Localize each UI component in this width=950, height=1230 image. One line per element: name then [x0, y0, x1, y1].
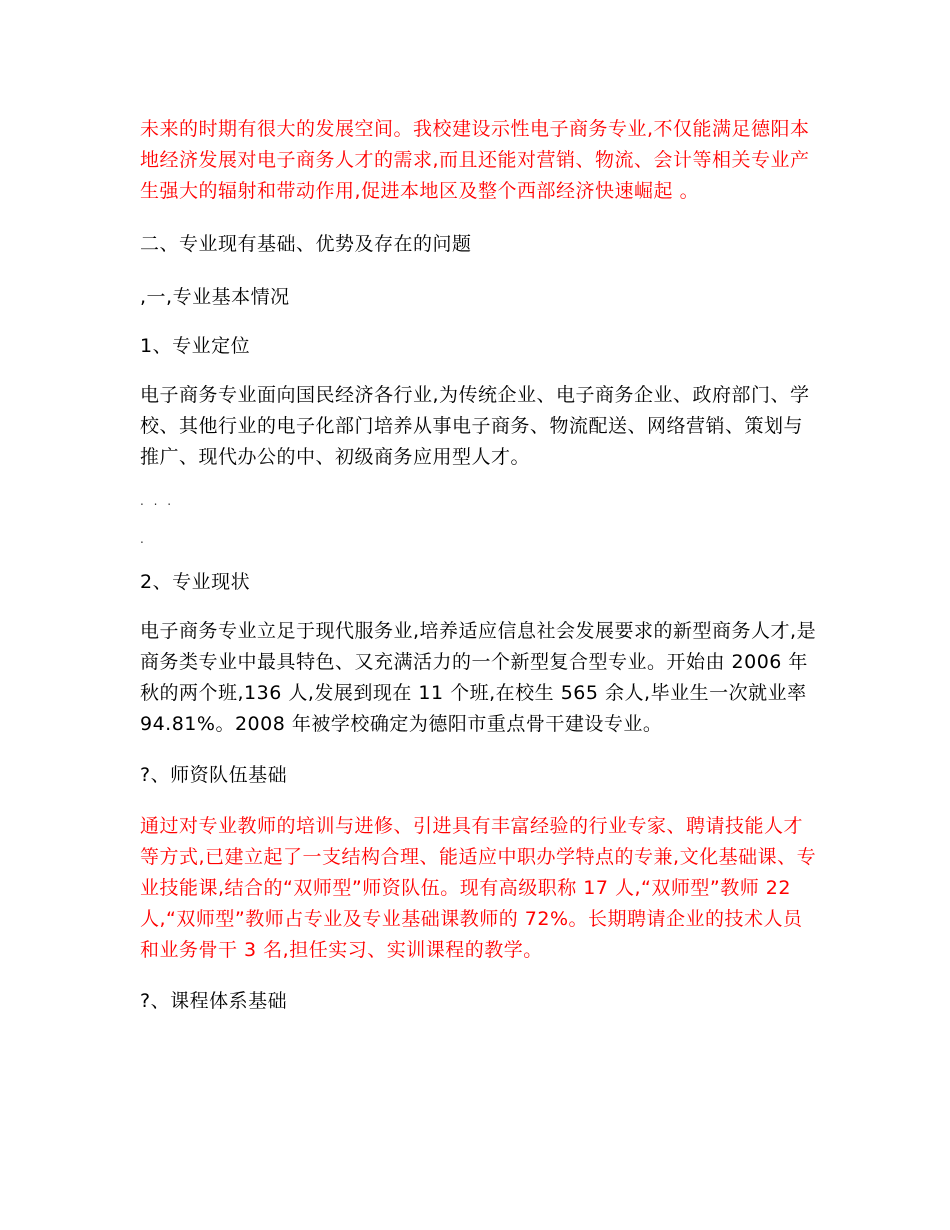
item-one-heading: 1、专业定位 — [140, 335, 251, 357]
subsection-one-heading: ,一,专业基本情况 — [140, 286, 290, 308]
separator-dot: . — [140, 532, 147, 546]
item-four-heading: ?、课程体系基础 — [140, 990, 288, 1012]
intro-paragraph: 未来的时期有很大的发展空间。我校建设示性电子商务专业,不仅能满足德阳本地经济发展对电子商务人才的需求,而且还能对营销、物流、会计等相关专业产生强大的辐射和带动作用,促进本地区及整个西部经济快速崛起 。 — [140, 118, 810, 202]
section-two-heading: 二、专业现有基础、优势及存在的问题 — [140, 233, 472, 255]
item-one-text: 电子商务专业面向国民经济各行业,为传统企业、电子商务企业、政府部门、学校、其他行业的电子化部门培养从事电子商务、物流配送、网络营销、策划与推广、现代办公的中、初级商务应用型人才。 — [140, 384, 810, 468]
document-page — [140, 114, 820, 1017]
item-three-text: 通过对专业教师的培训与进修、引进具有丰富经验的行业专家、聘请技能人才等方式,已建立起了一支结构合理、能适应中职办学特点的专兼,文化基础课、专业技能课,结合的“双师型”师资队伍。现有高级职称 17 人,“双师型”教师 22 人,“双师型”教师占专业及专业基础课教师的 72%。长期聘请企业的技术人员和业务骨干 3 名,担任实习、实训课程的教学。 — [140, 815, 817, 961]
item-two-heading: 2、专业现状 — [140, 571, 251, 593]
item-three-heading: ?、师资队伍基础 — [140, 764, 288, 786]
separator-dots: . . . — [140, 494, 175, 508]
item-two-text: 电子商务专业立足于现代服务业,培养适应信息社会发展要求的新型商务人才,是商务类专业中最具特色、又充满活力的一个新型复合型专业。开始由 2006 年秋的两个班,136 人,发展到现在 11 个班,在校生 565 余人,毕业生一次就业率 94.81%。2008 年被学校确定为德阳市重点骨干建设专业。 — [140, 620, 817, 735]
